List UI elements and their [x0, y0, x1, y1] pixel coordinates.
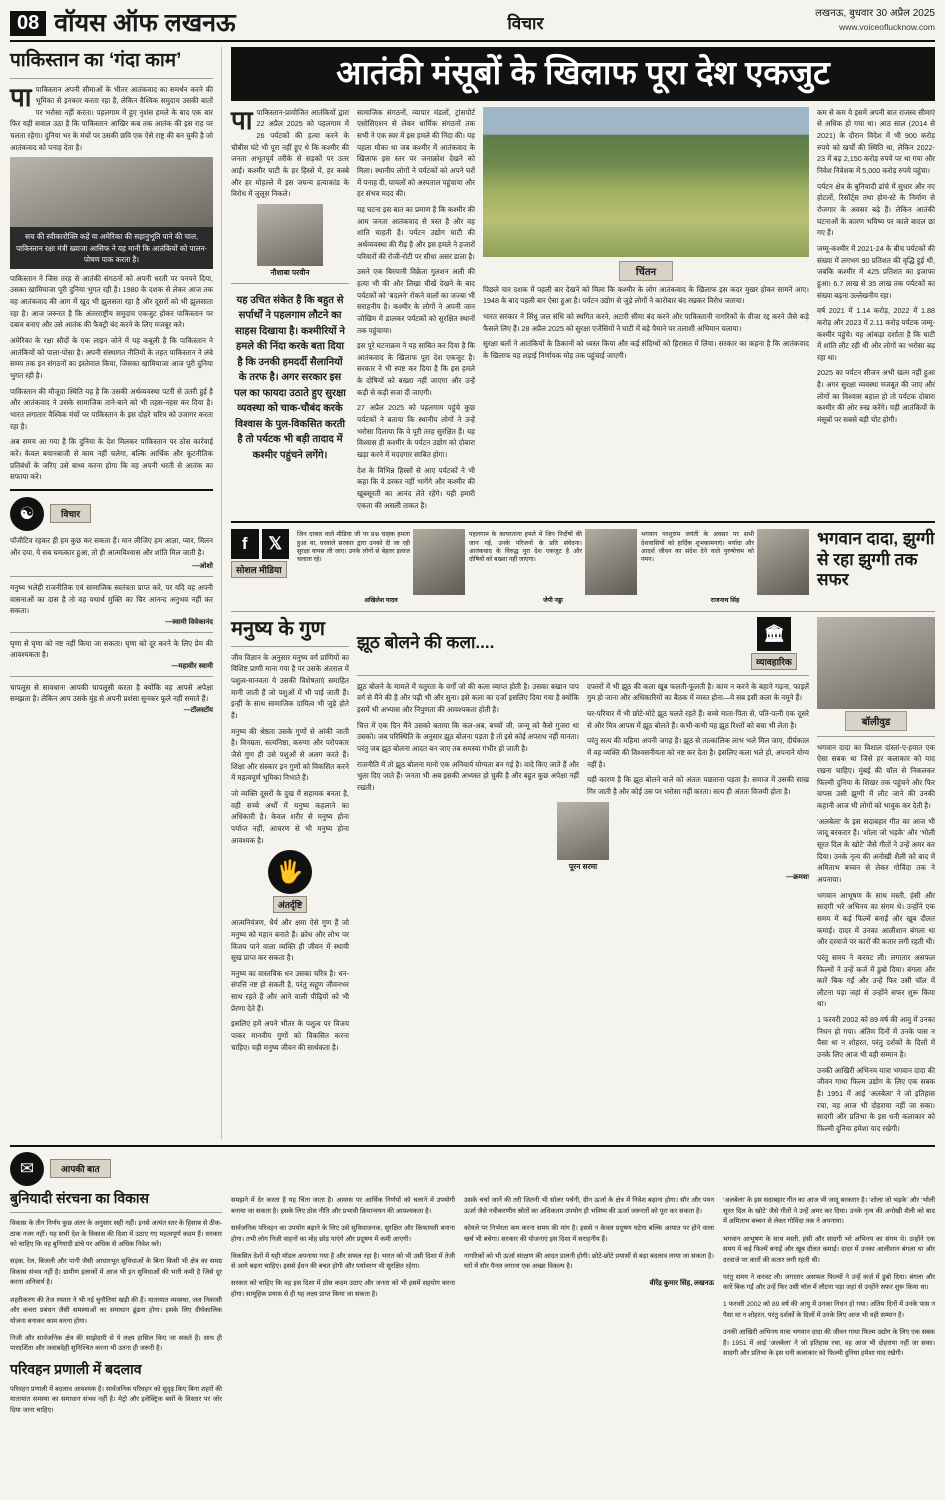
social-entry-author: राजनाथ सिंह [710, 597, 740, 605]
masthead [10, 6, 935, 42]
social-entry-photo [757, 529, 809, 595]
twitter-icon[interactable]: 𝕏 [262, 529, 290, 559]
feature-bhagwan [817, 617, 935, 1139]
footer-article-2-body: परिवहन प्रणाली में बदलाव आवश्यक है। सार्वजनिक परिवहन को सुदृढ़ किए बिना शहरों की यातायात समस्या का समाधान संभव नहीं है। मेट्रो और इलेक्ट्रिक बसों के विस्तार पर जोर दिया जाना चाहिए। [10, 1385, 222, 1414]
left-body-1: पापाकिस्तान अपनी सीमाओं के भीतर आतंकवाद का समर्थन करने की भूमिका से इनकार करता रहा है, लेकिन वैश्विक समुदाय उसकी बातों पर भरोसा नहीं करता। पहलगाम में हुए नृशंस हमले के बाद एक बार फिर यही सवाल उठा है कि पाकिस्तान आखिर कब तक आतंक की इस राह पर चलता रहेगा। दुनिया भर के मंचों पर उसकी छवि एक ऐसे राष्ट्र की बन चुकी है जो आतंकवाद को पनाह देता है। [10, 81, 213, 152]
lead-col-2-text: सामाजिक संगठनों, व्यापार मंडलों, ट्रांसपोर्ट एसोसिएशन से लेकर धार्मिक संगठनों तक सभी ने एक स्वर में इस हमले की निंदा की। यह पहला मौका था जब कश्मीर में आतंकवाद के खिलाफ इस स्तर पर जनाक्रोश देखने को मिला। स्थानीय लोगों ने पर्यटकों को अपने घरों में पनाह दी, घायलों को अस्पताल पहुंचाया और हर संभव मदद की। यह घटना इस बात का प्रमाण है कि कश्मीर की आम जनता आतंकवाद से त्रस्त है और वह शांति चाहती है। पर्यटन उद्योग घाटी की अर्थव्यवस्था की रीढ़ है और इस हमले ने हजारों परिवारों की रोजी-रोटी पर सीधा असर डाला है। उसने एक बिरयानी विक्रेता गुलशन अली की हत्या भी की और लिखा चीखें देखने के बाद पर्यटकों को ‘बदलने’ रोकने वालों का जज्बा भी सराहनीय है। कश्मीर के लोगों ने अपनी जान जोखिम में डालकर पर्यटकों को सुरक्षित स्थानों तक पहुंचाया। इस पूरे घटनाक्रम ने यह साबित कर दिया है कि आतंकवाद के खिलाफ पूरा देश एकजुट है। सरकार ने भी स्पष्ट कर दिया है कि इस हमले के दोषियों को बख्शा नहीं जाएगा और उन्हें कड़ी से कड़ी सजा दी जाएगी। 27 अप्रैल 2025 को पहलगाम पहुंचे कुछ पर्यटकों ने बताया कि स्थानीय लोगों ने उन्हें भरोसा दिलाया कि वे पूरी तरह सुरक्षित हैं। यह विश्वास ही कश्मीर के पर्यटन उद्योग को दोबारा खड़ा करने में मददगार साबित होगा। देश के विभिन्न हिस्सों से आए पर्यटकों ने भी कहा कि वे डरकर नहीं भागेंगे और कश्मीर की खूबसूरती का आनंद लेते रहेंगे। यही हमारी एकता की असली ताकत है। [357, 107, 475, 510]
vichar-badge: विचार [50, 504, 91, 523]
social-media-tag: सोशल मीडिया [231, 561, 287, 578]
footer-article-1-body: विकास के तीन निर्णय कुछ अंतर के अनुसार सही नहीं। इनसे अत्यंत स्तर के हिसाब से ठीक-ठाक नजर नहीं। यह सभी देश के विकास की दिशा में उठाए गए महत्वपूर्ण कदम हैं। सरकार को चाहिए कि वह बुनियादी ढांचे पर अधिक से अधिक निवेश करे। सड़क, रेल, बिजली और पानी जैसी आधारभूत सुविधाओं के बिना किसी भी क्षेत्र का समग्र विकास संभव नहीं है। ग्रामीण इलाकों में आज भी इन सुविधाओं की भारी कमी है जिसे दूर करना अनिवार्य है। शहरीकरण की तेज रफ्तार ने भी नई चुनौतियां खड़ी की हैं। यातायात व्यवस्था, जल निकासी और कचरा प्रबंधन जैसी समस्याओं का समाधान ढूंढना होगा। इसके लिए दीर्घकालिक योजना बनाकर काम करना होगा। निजी और सार्वजनिक क्षेत्र की साझेदारी से ये लक्ष्य हासिल किए जा सकते हैं। साथ ही पारदर्शिता और जवाबदेही सुनिश्चित करना भी उतना ही जरूरी है। [10, 1220, 222, 1353]
vyavharik-block [739, 617, 809, 670]
bhagwan-dada-photo [817, 617, 935, 709]
hand-eye-icon: 🖐 [268, 850, 312, 894]
jhooth-author-photo [557, 802, 609, 860]
lead-col-2 [357, 107, 475, 516]
lead-col-3 [483, 107, 809, 516]
lead-col-1 [231, 104, 349, 516]
left-headline: पाकिस्तान का ‘गंदा काम’ [10, 49, 182, 71]
social-entry [469, 529, 637, 605]
footer-col-4 [723, 1190, 935, 1423]
quote-3: चापलूस से सावधान! आपकी चापलूसी करता है क्योंकि वह आपसे अपेक्षा समझता है। लेकिन आप उसके मुंह से अपनी प्रशंसा सुनकर फूले नहीं समाते हैं। [10, 682, 213, 704]
dateline: लखनऊ, बुधवार 30 अप्रैल 2025 [815, 8, 935, 19]
page-number: 08 [10, 11, 46, 36]
social-entries [297, 529, 809, 605]
quote-2-attrib: —महावीर स्वामी [171, 662, 213, 670]
dropcap-main: पा [231, 104, 253, 135]
social-entry [641, 529, 809, 605]
antardrishti-tag: अंतर्दृष्टि [273, 896, 307, 913]
pull-quote: यह उचित संकेत है कि बहुत से सर्पार्थों ने पहलगाम लौटने का साहस दिखाया है। कश्मीरियों ने हमले की निंदा करके बता दिया है कि उनकी हमदर्दी सैलानियों के तरफ है। अगर सरकार इस पल का फायदा उठाते हुए सुरक्षा व्यवस्था को चाक-चौबंद करके विश्वास के पुल-विकसित करती है तो पर्यटक भी बड़ी तादाद में कश्मीर पहुंचने लगेंगे। [234, 294, 346, 461]
social-entry-text: भगवान परशुराम जयंती के अवसर पर सभी देशवासियों को हार्दिक शुभकामनाएं। मर्यादा और आदर्श जीवन का संदेश देने वाले पुरुषोत्तम को नमन। [641, 531, 754, 564]
footer-columns [10, 1190, 935, 1423]
left-body-2: पाकिस्तान ने जिस तरह से आतंकी संगठनों को अपनी धरती पर पनपने दिया, उसका खामियाजा पूरी दुनिया भुगत रही है। 1980 के दशक से लेकर आज तक वह आतंकवाद की आग में खुद भी झुलसता रहा है और दूसरों को भी झुलसाता रहा है। आज जरूरत है कि अंतरराष्ट्रीय समुदाय एकजुट होकर पाकिस्तान पर दबाव बनाए और उसे आतंक की फैक्ट्री बंद करने के लिए मजबूर करे। अमेरिका के रक्षा सौदों के एक लाइन जोने में यह कबूली है कि पाकिस्तान ने आतंकियों को पाला-पोसा है। अपनी संस्थागत नीतियों के तहत पाकिस्तान ने लंबे समय तक इन संगठनों का इस्तेमाल किया, जिसका खामियाजा आज पूरी दुनिया भुगत रही है। पाकिस्तान की मौजूदा स्थिति यह है कि उसकी अर्थव्यवस्था पटरी से उतरी हुई है और आतंकवाद ने उसके सामाजिक ताने-बाने को भी तहस-नहस कर दिया है। भारत लगातार वैश्विक मंचों पर पाकिस्तान के इस दोहरे चरित्र को उजागर करता रहा है। अब समय आ गया है कि दुनिया के देश मिलकर पाकिस्तान पर ठोस कार्रवाई करें। केवल बयानबाजी से काम नहीं चलेगा, बल्कि आर्थिक और कूटनीतिक प्रतिबंधों के जरिए उसे बाध्य करना होगा कि वह अपनी धरती से आतंक का सफाया करे। [10, 273, 213, 482]
social-badge-block [231, 529, 289, 605]
author-photo [257, 204, 323, 266]
features-row [231, 617, 935, 1139]
social-entry-photo [413, 529, 465, 595]
dropcap: पा [10, 81, 32, 112]
footer-col-4-body: ‘अलबेला’ के इस सदाबहार गीत का आज भी जादू बरकरार है। ‘शोला जो भड़के’ और ‘भोली सूरत दिल के खोटे’ जैसे गीतों ने उन्हें अमर कर दिया। उनके नृत्य की अनोखी शैली को बाद में अमिताभ बच्चन से लेकर गोविंदा तक ने अपनाया। भगवान आभूषण के साथ मस्ती, हंसी और सादगी भरे अभिनय का संगम थे। उन्होंने एक समय में कई फिल्में बनाईं और खूब दौलत कमाई। दादर में उनका आलीशान बंगला था और दरवाजे पर कारों की कतार लगी रहती थी। परंतु समय ने करवट ली। लगातार असफल फिल्मों ने उन्हें कर्ज में डुबो दिया। बंगला और कारें बिक गईं और उन्हें फिर उसी चॉल में लौटना पड़ा जहां से उन्होंने सफर शुरू किया था। 1 फरवरी 2002 को 89 वर्ष की आयु में उनका निधन हो गया। अंतिम दिनों में उनके पास न पैसा था न शोहरत, परंतु दर्शकों के दिलों में उनके लिए आज भी वही सम्मान है। उनकी आखिरी अभिनय यात्रा भगवान दादा की जीवन गाथा फिल्म उद्योग के लिए एक सबक है। 1951 में आई ‘अलबेला’ ने जो इतिहास रचा, वह आज भी दोहराया नहीं जा सका। सादगी और प्रतिभा के इस धनी कलाकार को फिल्मी दुनिया हमेशा याद रखेगी। [723, 1197, 935, 1358]
jhooth-author: पूरन सरमा [568, 861, 598, 871]
lead-article [231, 104, 935, 516]
author-name: नौशाबा परवीन [270, 267, 310, 277]
footer-col-3-body: उसके चर्चा जानें की तरी जितनी भी सोलर पर्चनी, ग्रीन ऊर्जा के क्षेत्र में निवेश बढ़ाना होगा। सौर और पवन ऊर्जा जैसे नवीकरणीय स्रोतों का अधिकतम उपयोग ही भविष्य की ऊर्जा जरूरतों को पूरा कर सकता है। कोयले पर निर्भरता कम करना समय की मांग है। इससे न केवल प्रदूषण घटेगा बल्कि आयात पर होने वाला खर्च भी बचेगा। सरकार की योजनाएं इस दिशा में सराहनीय हैं। नागरिकों को भी ऊर्जा संरक्षण की आदत डालनी होगी। छोटे-छोटे प्रयासों से बड़ा बदलाव लाया जा सकता है। घरों में सौर पैनल लगाना एक अच्छा विकल्प है। [464, 1197, 714, 1271]
quote-3-attrib: —टॉलस्टॉय [183, 706, 213, 714]
upper-content [10, 47, 935, 1139]
social-entry-author: अखिलेश यादव [364, 597, 398, 605]
footer-col-1 [10, 1190, 222, 1423]
main-headline: आतंकी मंसूबों के खिलाफ पूरा देश एकजुट [231, 47, 935, 101]
podium-icon: 🏛 [757, 617, 791, 651]
social-entry-text: जिन दरबार वाले मीडिया जी पर प्रश्न चाहक हमला हुआ था, घरवाले सरकार द्वारा उनको दी जा रही सुरक्षा वापस ली जाए। उनके लोगों से बेहतर इलाज चलाता रहे। [297, 531, 410, 564]
vyavharik-tag: व्यावहारिक [751, 653, 797, 670]
social-photo-row [297, 529, 809, 605]
kashmir-meadow-photo [483, 107, 809, 257]
feature-jhooth [357, 617, 809, 1139]
footer-col-3 [464, 1190, 714, 1423]
jhooth-title: झूठ बोलने की कला.... [357, 633, 495, 652]
minister-photo-caption: सच की स्वीकारोक्ति कहें या अमेरिका की सहानुभूति पाने की चाल, पाकिस्तान रक्षा मंत्री ख्वाजा आसिफ ने यह मानी कि आतंकियों को पालन-पोषण पाक करता है। [10, 227, 213, 268]
masthead-dateline-block [815, 6, 935, 36]
quote-2: घृणा से घृणा को नष्ट नहीं किया जा सकता। घृणा को दूर करने के लिए प्रेम की आवश्यकता है। [10, 638, 213, 660]
section-title: विचार [507, 13, 544, 33]
jhooth-end-mark: —क्रमशः [786, 873, 809, 881]
social-strip [231, 529, 935, 605]
lead-col-1-text: पापाकिस्तान-प्रायोजित आतंकियों द्वारा 22 अप्रैल 2025 को पहलगाम में 26 पर्यटकों की हत्या करने के चौबीस घंटे भी पूरा नहीं हुए थे कि कश्मीर की जनता अभूतपूर्व तरीके से सड़कों पर उतर आई। कश्मीर घाटी के हर हिस्से में, हर कस्बे और हर मोहल्ले में इस जघन्य हत्याकांड के विरोध में जुलूस निकले। [231, 104, 349, 199]
footer-col-2 [231, 1190, 455, 1423]
lead-col-4-text: कम से कम ये इसमें अपनी बात राजस्व सीमाएं से अधिक हो गया था। आठ साल (2014 से 2021) के दौरान विदेश में भी 900 करोड़ रुपये को खर्चों की स्थिति था, लेकिन 2022-23 में बढ़ 2,150 करोड़ रुपये पर था गया और निवेश निवेशक में 5,000 करोड़ रुपये पहुंचा। पर्यटन क्षेत्र के बुनियादी ढांचे में सुधार और नए होटलों, रिसॉर्ट्स तथा होम-स्टे के निर्माण से रोजगार के अवसर बढ़े हैं। लेकिन आतंकी घटनाओं के कारण भविष्य पर काले बादल छा गए हैं। जम्मू-कश्मीर में 2021-24 के बीच पर्यटकों की संख्या में लगभग 90 प्रतिशत की वृद्धि हुई थी, जबकि कश्मीर में 425 प्रतिशत का इजाफा हुआ। 6.7 लाख से 35 लाख तक पर्यटकों का संख्या बढ़ना उल्लेखनीय रहा। वर्ष 2021 में 1.14 करोड़, 2022 में 1.88 करोड़ और 2023 में 2.11 करोड़ पर्यटक जम्मू-कश्मीर पहुंचे। यह आंकड़ा दर्शाता है कि घाटी में शांति लौट रही थी और लोगों का भरोसा बढ़ रहा था। 2025 का पर्यटन सीजन अभी खत्म नहीं हुआ है। अगर सुरक्षा व्यवस्था मजबूत की जाए और लोगों का विश्वास बहाल हो तो पर्यटक दोबारा कश्मीर की ओर रुख करेंगे। यही आतंकियों के मंसूबों पर सबसे बड़ी चोट होगी। [817, 107, 935, 425]
aapki-baat-tag: आपकी बात [50, 1159, 111, 1178]
jhooth-text: झूठ बोलने के मामले में चतुरता के वर्गों जो की कला व्याप्त होती है। उसका बखान पाप वर्ग से मैंने की है और पढ़ी भी और सुना। इसे कला का दर्जा इसलिए दिया गया है क्योंकि इसमें भी अभ्यास और निपुणता की आवश्यकता होती है। चित्त में एक दिन मैंने उसको बताया कि कल-अब, बच्चों जी, जन्मू को कैसे गुजरा था उसको। जब परिस्थिति के अनुसार झूठ बोलना पड़ता है तो इसे कोई अपराध नहीं मानता। परंतु जब झूठ बोलना आदत बन जाए तब समस्या गंभीर हो जाती है। राजनीति में तो झूठ बोलना मानो एक अनिवार्य योग्यता बन गई है। वादे किए जाते हैं और भुला दिए जाते हैं। जनता भी अब इसकी अभ्यस्त हो चुकी है और बहुत कुछ अपेक्षा नहीं रखती। दफ्तरों में भी झूठ की कला खूब फलती-फूलती है। काम न करने के बहाने गढ़ना, फाइलें गुम हो जाना और अधिकारियों का बैठक में व्यस्त होना—ये सब इसी कला के नमूने हैं। घर-परिवार में भी छोटे-मोटे झूठ चलते रहते हैं। बच्चे माता-पिता से, पति-पत्नी एक दूसरे से और मित्र आपस में झूठ बोलते हैं। कभी-कभी यह झूठ रिश्तों को बचा भी लेता है। परंतु सत्य की महिमा अपनी जगह है। झूठ से तात्कालिक लाभ भले मिल जाए, दीर्घकाल में वह व्यक्ति की विश्वसनीयता को नष्ट कर देता है। इसलिए कला भले हो, अपनाने योग्य नहीं है। यही कारण है कि झूठ बोलने वाले को अंततः पछताना पड़ता है। समाज में उसकी साख गिर जाती है और कोई उस पर भरोसा नहीं करता। सत्य ही अंततः विजयी होता है। [357, 681, 809, 796]
feature-manushya [231, 617, 349, 1139]
chintan-tag-wrap [483, 261, 809, 281]
aapki-baat-header [10, 1152, 935, 1186]
quote-1-attrib: —स्वामी विवेकानंद [165, 618, 213, 626]
minister-photo [10, 157, 213, 227]
chintan-tag: चिंतन [619, 261, 673, 281]
thought-quote: पाॅजीटिव रहकर ही हम कुछ कर सकता हैं। मान लीजिए हम आज्ञा, प्यार, मिलन और दया, ये सब चमत्कार हुआ, तो ही आत्मविश्वास और शांति मिल जाती है। [10, 535, 213, 557]
antardrishti-badge-wrap [231, 850, 349, 913]
lead-col-4 [817, 107, 935, 516]
left-column [10, 47, 222, 1139]
footer-section [10, 1145, 935, 1423]
social-entry-text: पहलगाम के कायरताना हमले में जिन निर्दोषों की जान गई, उनके परिजनों के प्रति संवेदना। आतंकवाद के विरुद्ध पूरा देश एकजुट है और दोषियों को बख्शा नहीं जाएगा। [469, 531, 582, 564]
speech-bubble-icon: ✉ [10, 1152, 44, 1186]
website-url[interactable]: www.voiceoflucknow.com [839, 22, 935, 32]
footer-col-2-body: समझने में देर करता है यह चिंता जाता है। आवास पर आर्थिक निर्णयों को चलाने में उपयोगी बनाया जा सकता है। इसके लिए ठोस नीति और प्रभावी क्रियान्वयन की आवश्यकता है। सार्वजनिक परिवहन का उपयोग बढ़ाने के लिए उसे सुविधाजनक, सुरक्षित और किफायती बनाना होगा। तभी लोग निजी वाहनों का मोह छोड़ पाएंगे और प्रदूषण में कमी आएगी। विकसित देशों में यही मॉडल अपनाया गया है और सफल रहा है। भारत को भी उसी दिशा में तेजी से आगे बढ़ना चाहिए। इससे ईंधन की बचत होगी और पर्यावरण भी सुरक्षित रहेगा। सरकार को चाहिए कि वह इस दिशा में ठोस कदम उठाए और जनता को भी इसमें सहयोग करना होगा। सामूहिक प्रयास से ही यह लक्ष्य प्राप्त किया जा सकता है। [231, 1197, 455, 1298]
quote-1: मनुष्य भलेही राजनीतिक एवं सामाजिक स्वतंत्रता प्राप्त करे, पर यदि वह अपनी वासनाओं का दास है तो वह यथार्थ मुक्ति का चिर आनन्द अनुभव नहीं कर सकता। [10, 583, 213, 616]
footer-article-1-title: बुनियादी संरचना का विकास [10, 1189, 149, 1206]
bollywood-headline-block [817, 529, 935, 605]
footer-signature: वीरेंद्र कुमार सिंह, लखनऊ [649, 1280, 714, 1288]
facebook-icon[interactable]: f [231, 529, 259, 559]
thought-quote-attrib: —ओशो [192, 563, 213, 571]
social-entry-author: जेपी नड्डा [543, 597, 563, 605]
main-column [222, 47, 935, 1139]
footer-article-2-title: परिवहन प्रणाली में बदलाव [10, 1361, 142, 1378]
thought-head-icon: ☯ [10, 497, 44, 531]
bollywood-tag: बॉलीवुड [845, 711, 908, 731]
bollywood-headline: भगवान दादा, झुग्गी से रहा झुग्गी तक सफर [817, 529, 935, 590]
manushya-text-top: जीव विज्ञान के अनुसार मनुष्य वर्ग प्राणियों का विशिष्ट प्राणी माना गया है पर उसके अंतराल में पशुत्व-मानवता ये उसकी विशेषताएं समाहित मानी जाती हैं जो पशुओं में भी पाई जाती हैं। इन्हीं के साथ सामाजिक दायित्व भी जुड़े होते हैं। मनुष्य की श्रेष्ठता उसके गुणों से आंकी जाती है। विनम्रता, सत्यनिष्ठा, करुणा और परोपकार जैसे गुण ही उसे पशुओं से अलग करते हैं। शिक्षा और संस्कार इन गुणों को विकसित करने में महत्वपूर्ण भूमिका निभाते हैं। जो व्यक्ति दूसरों के दुख में सहायक बनता है, वही सच्चे अर्थों में मनुष्य कहलाने का अधिकारी है। केवल शरीर से मनुष्य होना पर्याप्त नहीं, आचरण से भी मनुष्य होना आवश्यक है। [231, 652, 349, 845]
manushya-title: मनुष्य के गुण [231, 617, 325, 640]
manushya-text-bottom: आत्मनियंत्रण, धैर्य और क्षमा ऐसे गुण हैं जो मनुष्य को महान बनाते हैं। क्रोध और लोभ पर विजय पाने वाला व्यक्ति ही जीवन में स्थायी सुख प्राप्त कर सकता है। मनुष्य का वास्तविक धन उसका चरित्र है। धन-संपत्ति नष्ट हो सकती है, परंतु सद्गुण जीवनभर साथ रहते हैं और आने वाली पीढ़ियों को भी प्रेरणा देते हैं। इसलिए हमें अपने भीतर के पशुत्व पर विजय पाकर मानवीय गुणों को विकसित करना चाहिए। यही मनुष्य जीवन की सार्थकता है। [231, 918, 349, 1052]
bhagwan-text: भगवान दादा का विशाल दांस्तां-ए-हयात एक ऐसा सबक था जिसे हर कलाकार को याद रखना चाहिए। मुंबई की चॉल से निकलकर फिल्मी दुनिया के शिखर तक पहुंचने और फिर वापस उसी झुग्गी में लौट जाने की उनकी कहानी आज भी लोगों को भावुक कर देती है। ‘अलबेला’ के इस सदाबहार गीत का आज भी जादू बरकरार है। ‘शोला जो भड़के’ और ‘भोली सूरत दिल के खोटे’ जैसे गीतों ने उन्हें अमर कर दिया। उनके नृत्य की अनोखी शैली को बाद में अमिताभ बच्चन से लेकर गोविंदा तक ने अपनाया। भगवान आभूषण के साथ मस्ती, हंसी और सादगी भरे अभिनय का संगम थे। उन्होंने एक समय में कई फिल्में बनाईं और खूब दौलत कमाई। दादर में उनका आलीशान बंगला था और दरवाजे पर कारों की कतार लगी रहती थी। परंतु समय ने करवट ली। लगातार असफल फिल्मों ने उन्हें कर्ज में डुबो दिया। बंगला और कारें बिक गईं और उन्हें फिर उसी चॉल में लौटना पड़ा जहां से उन्होंने सफर शुरू किया था। 1 फरवरी 2002 को 89 वर्ष की आयु में उनका निधन हो गया। अंतिम दिनों में उनके पास न पैसा था न शोहरत, परंतु दर्शकों के दिलों में उनके लिए आज भी वही सम्मान है। उनकी आखिरी अभिनय यात्रा भगवान दादा की जीवन गाथा फिल्म उद्योग के लिए एक सबक है। 1951 में आई ‘अलबेला’ ने जो इतिहास रचा, वह आज भी दोहराया नहीं जा सका। सादगी और प्रतिभा के इस धनी कलाकार को फिल्मी दुनिया हमेशा याद रखेगी। [817, 742, 935, 1134]
social-entry-photo [585, 529, 637, 595]
paper-name: वॉयस ऑफ लखनऊ [54, 8, 236, 37]
social-entry [297, 529, 465, 605]
vichar-header [10, 497, 213, 531]
lead-col-3-text: पिछले चार दशक में पहली बार देखने को मिला कि कश्मीर के लोग आतंकवाद के खिलाफ इस कदर मुखर होकर सामने आए। 1948 के बाद पहली बार ऐसा हुआ है। पर्यटन उद्योग से जुड़े लोगों ने कारोबार बंद रखकर विरोध जताया। भारत सरकार ने सिंधु जल संधि को स्थगित करने, अटारी सीमा बंद करने और पाकिस्तानी नागरिकों के वीजा रद्द करने जैसे कड़े फैसले लिए हैं। 28 अप्रैल 2025 को सुरक्षा एजेंसियों ने घाटी में बड़े पैमाने पर तलाशी अभियान चलाया। सुरक्षा बलों ने आतंकियों के ठिकानों को ध्वस्त किया और कई संदिग्धों को हिरासत में लिया। सरकार का कहना है कि आतंकवाद के खिलाफ यह लड़ाई निर्णायक मोड़ तक पहुंचाई जाएगी। [483, 284, 809, 360]
